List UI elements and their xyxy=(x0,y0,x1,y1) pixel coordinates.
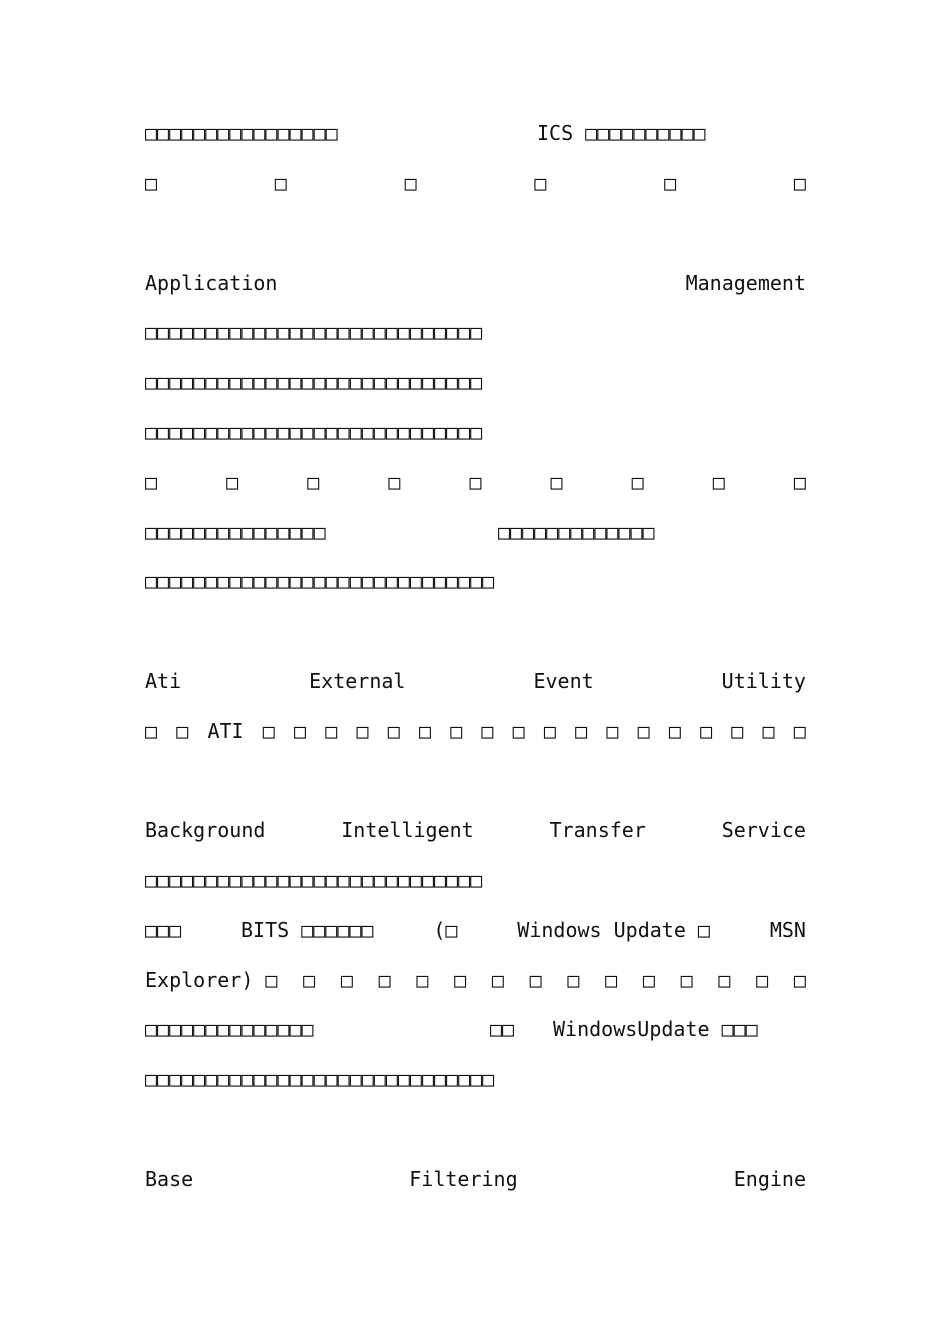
text-token: Event xyxy=(533,669,594,693)
text-token: □ xyxy=(262,719,275,743)
text-token: Filtering xyxy=(409,1167,518,1191)
text-token: □ xyxy=(756,968,769,992)
text-line-14 xyxy=(145,916,806,944)
text-token: Utility xyxy=(721,669,806,693)
text-line-6: □□□□□□□□□□□□□□□□□□□□□□□□□□□□ xyxy=(145,420,483,444)
text-token: BITS □□□□□□ xyxy=(241,918,374,942)
text-token: □ xyxy=(605,968,618,992)
text-token: □ xyxy=(176,719,189,743)
text-token: MSN xyxy=(769,918,806,942)
text-token: Base xyxy=(145,1167,194,1191)
text-token: Explorer) □ xyxy=(145,968,278,992)
text-token: Background xyxy=(145,818,266,842)
text-token: □ xyxy=(575,719,588,743)
text-segment: □□ xyxy=(490,1017,515,1041)
text-token: □ xyxy=(529,968,542,992)
text-segment: ICS □□□□□□□□□□ xyxy=(537,121,706,145)
text-segment: □□□□□□□□□□□□□□□ xyxy=(145,520,326,544)
text-token: □ xyxy=(606,719,619,743)
text-token: □ xyxy=(491,968,504,992)
text-line-15 xyxy=(145,966,806,994)
text-token: □ xyxy=(718,968,731,992)
text-token: □ xyxy=(145,470,158,494)
text-line-17: □□□□□□□□□□□□□□□□□□□□□□□□□□□□□ xyxy=(145,1067,495,1091)
text-token: □ xyxy=(416,968,429,992)
text-token: □ xyxy=(664,171,677,195)
text-line-10 xyxy=(145,667,806,695)
text-token: □ xyxy=(642,968,655,992)
text-line-13: □□□□□□□□□□□□□□□□□□□□□□□□□□□□ xyxy=(145,868,483,892)
text-token: □ xyxy=(454,968,467,992)
text-token: □ xyxy=(388,470,401,494)
text-line-7 xyxy=(145,468,806,496)
text-token: □ xyxy=(631,470,644,494)
text-token: □ xyxy=(469,470,482,494)
text-token: □ xyxy=(145,171,158,195)
text-token: □□□ xyxy=(145,918,182,942)
text-token: □ xyxy=(534,171,547,195)
text-line-5: □□□□□□□□□□□□□□□□□□□□□□□□□□□□ xyxy=(145,370,483,394)
text-line-11 xyxy=(145,717,806,745)
text-token: □ xyxy=(294,719,307,743)
text-token: □ xyxy=(340,968,353,992)
text-token: □ xyxy=(481,719,494,743)
text-token: Ati xyxy=(145,669,182,693)
text-line-18 xyxy=(145,1165,806,1193)
text-token: □ xyxy=(793,968,806,992)
text-line-12 xyxy=(145,816,806,844)
text-line-16 xyxy=(145,1015,806,1043)
text-token: Management xyxy=(685,271,806,295)
text-token: □ xyxy=(450,719,463,743)
text-segment: □□□□□□□□□□□□□□□□ xyxy=(145,121,338,145)
text-token: □ xyxy=(418,719,431,743)
text-token: □ xyxy=(387,719,400,743)
text-token: □ xyxy=(226,470,239,494)
text-token: □ xyxy=(543,719,556,743)
text-token: Engine xyxy=(733,1167,806,1191)
text-token: □ xyxy=(712,470,725,494)
text-segment: WindowsUpdate □□□ xyxy=(553,1017,758,1041)
text-token: Transfer xyxy=(549,818,646,842)
text-token: □ xyxy=(404,171,417,195)
text-token: □ xyxy=(793,470,806,494)
text-token: ATI xyxy=(207,719,244,743)
text-token: □ xyxy=(307,470,320,494)
text-segment: □□□□□□□□□□□□□□ xyxy=(145,1017,314,1041)
text-line-3 xyxy=(145,269,806,297)
text-segment: □□□□□□□□□□□□□ xyxy=(498,520,655,544)
text-line-4: □□□□□□□□□□□□□□□□□□□□□□□□□□□□ xyxy=(145,320,483,344)
text-token: □ xyxy=(567,968,580,992)
text-token: □ xyxy=(700,719,713,743)
text-token: □ xyxy=(303,968,316,992)
text-line-8 xyxy=(145,518,806,546)
text-token: □ xyxy=(325,719,338,743)
text-token: □ xyxy=(680,968,693,992)
text-token: External xyxy=(309,669,406,693)
text-line-1 xyxy=(145,119,806,147)
text-token: □ xyxy=(512,719,525,743)
text-token: □ xyxy=(793,171,806,195)
text-line-2 xyxy=(145,169,806,197)
text-token: □ xyxy=(668,719,681,743)
text-line-9: □□□□□□□□□□□□□□□□□□□□□□□□□□□□□ xyxy=(145,569,495,593)
text-token: □ xyxy=(731,719,744,743)
text-token: Application xyxy=(145,271,278,295)
text-token: □ xyxy=(145,719,158,743)
text-token: □ xyxy=(550,470,563,494)
text-token: (□ xyxy=(433,918,458,942)
text-token: □ xyxy=(762,719,775,743)
text-token: □ xyxy=(356,719,369,743)
text-token: Service xyxy=(721,818,806,842)
text-token: □ xyxy=(637,719,650,743)
text-token: □ xyxy=(793,719,806,743)
text-token: □ xyxy=(274,171,287,195)
text-token: Intelligent xyxy=(341,818,474,842)
text-token: □ xyxy=(378,968,391,992)
text-token: Windows Update □ xyxy=(517,918,710,942)
